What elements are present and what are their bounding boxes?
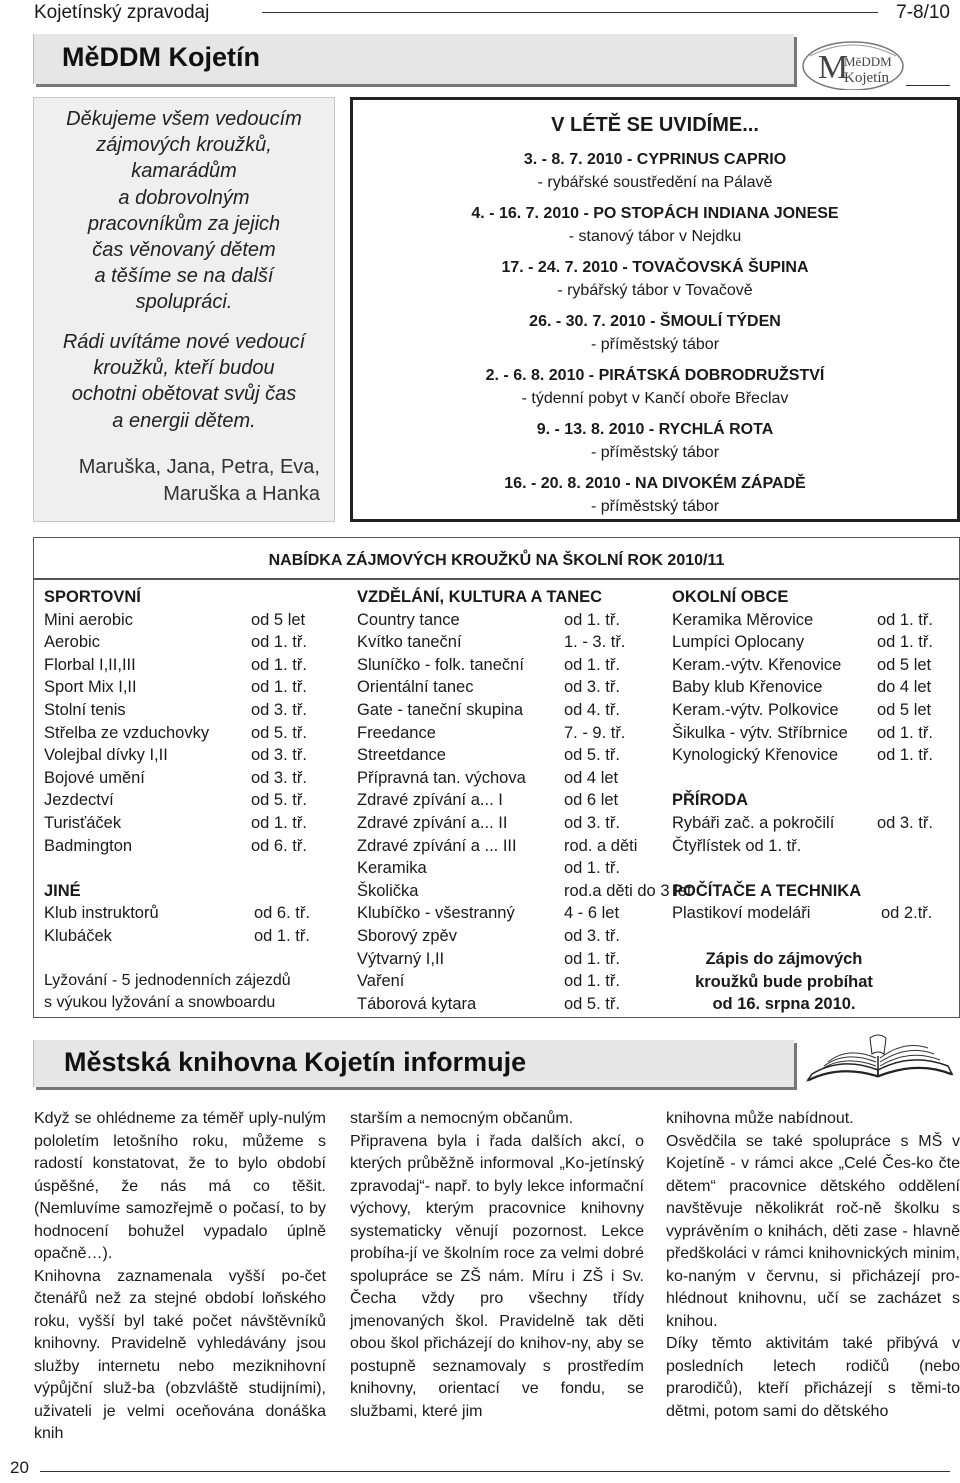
club-age: od 4. tř. <box>564 700 620 719</box>
club-age: od 5 let <box>877 700 932 719</box>
thanks-signatures: Maruška, Jana, Petra, Eva, Maruška a Hanka <box>78 456 320 505</box>
library-column-1: Když se ohlédneme za téměř uply-nulým pololetím letošního roku, můžeme s radostí konstatovat, že to bylo období úspěšné, že nás má co těšit. (Nemluvíme samozřejmě o počasí, to by hodnocení bohužel vypadalo úplně opačně…). Knihovna zaznamenala vyšší po-čet čtenářů než za stejné období loňského roku, vyšší byl také počet návštěvníků knihovny. Pravidelně vyhledávány jsou služby internetu nebo meziknihovní výpůjční služ-ba (obzvláště studijními), uživateli je velmi oceňována donáška knih <box>34 1110 326 1442</box>
club-name: Rybáři zač. a pokročilí <box>672 813 835 832</box>
ski-note: Lyžování - 5 jednodenních zájezdů s výukou lyžování a snowboardu <box>44 972 291 1012</box>
club-name: Florbal I,II,III <box>44 655 136 674</box>
club-row <box>672 812 952 835</box>
club-age: od 1. tř. <box>877 633 933 652</box>
header-rule <box>262 12 878 13</box>
club-row <box>357 699 657 722</box>
club-age: od 3. tř. <box>564 678 620 697</box>
library-title: Městská knihovna Kojetín informuje <box>64 1047 527 1077</box>
club-age: od 2.tř. <box>881 904 933 923</box>
club-age: od 3. tř. <box>251 746 307 765</box>
club-age: 1. - 3. tř. <box>564 633 626 652</box>
club-row <box>357 744 657 767</box>
clubs-offer-box <box>33 537 960 1018</box>
club-row <box>44 609 344 632</box>
club-age: od 1. tř. <box>564 972 620 991</box>
club-age: od 1. tř. <box>564 949 620 968</box>
club-age: od 4 let <box>564 768 619 787</box>
club-row <box>672 744 952 767</box>
library-column-3: knihovna může nabídnout. Osvědčila se také spolupráce s MŠ v Kojetíně - v rámci akce „Celé Čes-ko čte dětem“ pracovnice dětského oddělení navštěvuje několikrát roč-ně školku s vyprávěním o knihách, děti zase - hlavně předškoláci v rámci knihovnických minim, ko-naným v červnu, si přicházejí pro-hlédnout knihovnu, učí se zacházet s knihou. Díky těmto aktivitám také přibývá v posledních letech rodičů (nebo prarodičů), kteří přicházejí s těmi-to dětmi, potom sami do dětského <box>666 1110 960 1420</box>
club-age: do 4 let <box>877 678 932 697</box>
club-row <box>357 609 657 632</box>
club-age: od 5. tř. <box>564 746 620 765</box>
club-name: Bojové umění <box>44 768 145 787</box>
club-name: Plastikoví modeláři <box>672 904 811 923</box>
thanks-paragraph-1: Děkujeme všem vedoucím zájmových kroužků, kamarádům a dobrovolným pracovníkům za jejich čas věnovaný dětem a těšíme se na další spolupráci. <box>66 108 302 314</box>
club-name: Orientální tanec <box>357 678 474 697</box>
club-age: od 1. tř. <box>877 610 933 629</box>
club-name: Klubáček <box>44 926 112 945</box>
club-name: Kvítko taneční <box>357 633 462 652</box>
club-row <box>44 676 344 699</box>
club-row <box>44 925 344 948</box>
club-age: od 1. tř. <box>251 813 307 832</box>
club-age: od 3. tř. <box>564 926 620 945</box>
club-name: Badmington <box>44 836 133 855</box>
club-row <box>44 699 344 722</box>
category-heading: PŘÍRODA <box>672 791 749 810</box>
clubs-column-culture <box>357 586 692 1015</box>
club-row <box>44 654 344 677</box>
svg-text:M: M <box>818 49 849 86</box>
club-name: Aerobic <box>44 633 100 652</box>
event-4: 26. - 30. 7. 2010 - ŠMOULÍ TÝDEN - příměstský tábor <box>529 313 781 353</box>
club-row <box>672 722 952 745</box>
club-age: od 1. tř. <box>877 746 933 765</box>
club-age: 7. - 9. tř. <box>564 723 626 742</box>
clubs-column-sport <box>44 586 344 1014</box>
club-age: od 1. tř. <box>251 678 307 697</box>
club-name: Mini aerobic <box>44 610 133 629</box>
club-row <box>672 654 952 677</box>
club-name: Zdravé zpívání a ... III <box>357 836 517 855</box>
club-name: Country tance <box>357 610 460 629</box>
category-heading: SPORTOVNÍ <box>44 588 141 606</box>
category-heading: JINÉ <box>44 881 81 900</box>
club-row <box>357 948 657 971</box>
category-heading: OKOLNÍ OBCE <box>672 588 789 606</box>
club-name: Lumpíci Oplocany <box>672 633 805 652</box>
club-age: od 3. tř. <box>564 813 620 832</box>
club-row <box>672 609 952 632</box>
club-name: Keram.-výtv. Křenovice <box>672 655 842 674</box>
library-column-2: starším a nemocným občanům. Připravena byla i řada dalších akcí, o kterých průběžně informoval „Ko-jetínský zpravodaj“- např. to byly lekce informační výchovy, kterým pracovnice knihovny systematicky věnují pozornost. Lekce probíha-jí ve školním roce za velmi dobré spolupráce se ZŠ nám. Míru i ZŠ i Sv. Čecha vždy pro všechny třídy jmenovaných škol. Pravidelně tak děti obou škol přicházejí do knihov-ny, aby se postupně seznamovaly s prostředím knihovny, orientací ve fondu, se službami, které jim <box>350 1110 644 1420</box>
club-row <box>357 812 657 835</box>
club-name: Turisťáček <box>44 813 122 832</box>
club-age: rod.a děti do 3 let <box>564 881 692 900</box>
club-row <box>44 789 344 812</box>
club-age: od 1. tř. <box>251 633 307 652</box>
club-age: od 5. tř. <box>251 791 307 810</box>
club-age: 4 - 6 let <box>564 904 620 923</box>
logo-rule <box>906 85 950 86</box>
club-name: Klubíčko - všestranný <box>357 904 515 923</box>
club-row <box>672 631 952 654</box>
clubs-column-region <box>672 586 952 925</box>
club-age: od 5. tř. <box>564 994 620 1013</box>
club-row <box>44 631 344 654</box>
thanks-paragraph-2: Rádi uvítáme nové vedoucí kroužků, kteří budou ochotni obětovat svůj čas a energii dětem. <box>62 331 306 432</box>
club-name: Kynologický Křenovice <box>672 746 838 765</box>
club-name: Baby klub Křenovice <box>672 678 823 697</box>
club-row <box>357 654 657 677</box>
club-name: Jezdectví <box>44 791 114 810</box>
club-row <box>357 993 657 1016</box>
club-name: Školička <box>357 881 419 900</box>
club-age: od 5 let <box>251 610 306 629</box>
club-row <box>44 812 344 835</box>
club-row <box>672 676 952 699</box>
club-name: Stolní tenis <box>44 700 126 719</box>
club-age: od 3. tř. <box>251 700 307 719</box>
club-age: od 1. tř. <box>564 859 620 878</box>
page-number: 20 <box>10 1458 29 1477</box>
club-age: od 1. tř. <box>251 655 307 674</box>
issue-number: 7-8/10 <box>896 2 950 23</box>
event-6: 9. - 13. 8. 2010 - RYCHLÁ ROTA - příměstský tábor <box>536 421 774 461</box>
summer-camps-box <box>350 97 960 522</box>
event-7: 16. - 20. 8. 2010 - NA DIVOKÉM ZÁPADĚ - příměstský tábor <box>504 475 806 515</box>
footer-rule <box>40 1471 950 1472</box>
club-name: Výtvarný I,II <box>357 949 445 968</box>
club-age: od 1. tř. <box>877 723 933 742</box>
club-name: Sport Mix I,II <box>44 678 137 697</box>
club-name: Zdravé zpívání a... II <box>357 813 508 832</box>
publication-name: Kojetínský zpravodaj <box>34 2 210 23</box>
club-age: od 3. tř. <box>251 768 307 787</box>
event-1: 3. - 8. 7. 2010 - CYPRINUS CAPRIO - rybářské soustředění na Pálavě <box>523 151 787 191</box>
club-age: rod. a děti <box>564 836 638 855</box>
club-row <box>357 880 692 903</box>
club-row <box>357 970 657 993</box>
club-age: od 6. tř. <box>251 836 307 855</box>
club-age: od 6. tř. <box>254 904 310 923</box>
club-row <box>357 835 657 858</box>
club-row <box>44 902 344 925</box>
club-age: od 1. tř. <box>564 655 620 674</box>
club-row <box>357 925 657 948</box>
club-name: Čtyřlístek od 1. tř. <box>672 836 802 855</box>
enrollment-notice: Zápis do zájmových kroužků bude probíhat od 16. srpna 2010. <box>695 950 873 1013</box>
club-age: od 3. tř. <box>877 813 933 832</box>
club-row <box>357 631 657 654</box>
club-age: od 6 let <box>564 791 619 810</box>
club-row <box>44 767 344 790</box>
clubs-title: NABÍDKA ZÁJMOVÝCH KROUŽKŮ NA ŠKOLNÍ ROK 2010/11 <box>268 552 725 569</box>
meddm-logo <box>800 38 906 90</box>
thank-you-box <box>33 97 335 522</box>
logo-text-bottom: Kojetín <box>844 70 889 86</box>
club-name: Šikulka - výtv. Stříbrnice <box>672 723 848 742</box>
club-name: Gate - taneční skupina <box>357 700 524 719</box>
club-name: Sborový zpěv <box>357 926 457 945</box>
club-name: Vaření <box>357 972 405 991</box>
club-name: Keram.-výtv. Polkovice <box>672 700 839 719</box>
club-row <box>357 902 657 925</box>
club-row <box>357 857 657 880</box>
club-row <box>672 699 952 722</box>
club-age: od 1. tř. <box>254 926 310 945</box>
club-row <box>357 722 657 745</box>
club-name: Streetdance <box>357 746 446 765</box>
event-3: 17. - 24. 7. 2010 - TOVAČOVSKÁ ŠUPINA - rybářský tábor v Tovačově <box>501 259 809 299</box>
club-name: Klub instruktorů <box>44 904 159 923</box>
event-5: 2. - 6. 8. 2010 - PIRÁTSKÁ DOBRODRUŽSTVÍ - týdenní pobyt v Kančí oboře Břeclav <box>485 367 825 407</box>
category-heading: VZDĚLÁNÍ, KULTURA A TANEC <box>357 588 603 606</box>
club-row <box>44 722 344 745</box>
event-2: 4. - 16. 7. 2010 - PO STOPÁCH INDIANA JONESE - stanový tábor v Nejdku <box>471 205 839 245</box>
club-row <box>672 835 952 858</box>
category-heading: POČÍTAČE A TECHNIKA <box>672 881 862 900</box>
club-row <box>44 744 344 767</box>
open-book-icon <box>800 1030 960 1092</box>
logo-text-top: MěDDM <box>844 54 892 69</box>
club-name: Zdravé zpívání a... I <box>357 791 503 810</box>
club-age: od 1. tř. <box>564 610 620 629</box>
club-age: od 5 let <box>877 655 932 674</box>
club-name: Sluníčko - folk. taneční <box>357 655 524 674</box>
club-name: Přípravná tan. výchova <box>357 768 526 787</box>
club-name: Střelba ze vzduchovky <box>44 723 210 742</box>
club-row <box>44 835 344 858</box>
club-age: od 5. tř. <box>251 723 307 742</box>
summer-title: V LÉTĚ SE UVIDÍME... <box>551 114 759 136</box>
clubs-title-rule <box>34 578 959 580</box>
club-name: Keramika Měrovice <box>672 610 814 629</box>
club-name: Keramika <box>357 859 427 878</box>
club-row <box>357 767 657 790</box>
club-name: Freedance <box>357 723 436 742</box>
club-name: Táborová kytara <box>357 994 477 1013</box>
section-title: MěDDM Kojetín <box>62 42 260 72</box>
club-name: Volejbal dívky I,II <box>44 746 168 765</box>
club-row <box>357 676 657 699</box>
club-row <box>357 789 657 812</box>
club-row <box>672 902 952 925</box>
